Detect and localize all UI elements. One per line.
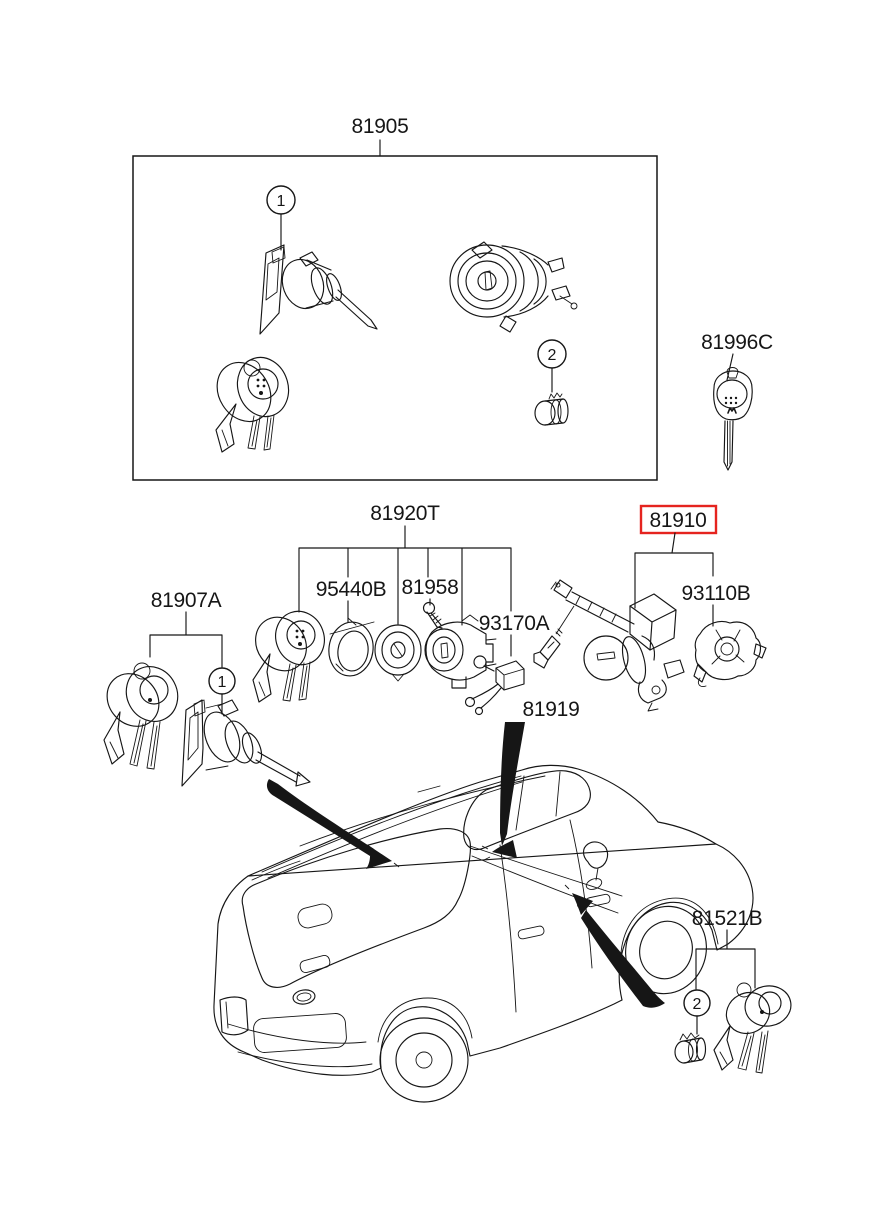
- coil-ring-drawing: [375, 625, 421, 681]
- callout-1-number: 1: [217, 674, 227, 691]
- callout-1-badge[interactable]: [267, 186, 295, 250]
- part-label-81521B[interactable]: 81521B: [691, 907, 763, 930]
- callout-1-number: 1: [276, 193, 286, 210]
- callout-2-number: 2: [692, 996, 702, 1013]
- callout-2-number: 2: [547, 347, 557, 364]
- vehicle-drawing: [214, 765, 753, 1102]
- ignition-cylinder-drawing: [450, 242, 577, 332]
- part-label-81958[interactable]: 81958: [401, 576, 459, 599]
- door-key-set-drawing: [96, 658, 187, 769]
- lock-set-key-drawing: [245, 604, 332, 702]
- kit-small-cylinder-drawing: [535, 393, 568, 425]
- callout-1-badge-door[interactable]: [209, 668, 235, 694]
- wiring-harness-drawing: [466, 656, 525, 715]
- part-label-93110B[interactable]: 93110B: [681, 582, 751, 605]
- door-lock-group-81907A: [96, 589, 310, 786]
- location-arrows: [267, 722, 665, 1008]
- kit-group-81905: [133, 115, 657, 480]
- tailgate-lock-group-81521B: [675, 907, 794, 1073]
- door-lock-cylinder-drawing: [260, 245, 377, 334]
- screw-drawing: [424, 603, 443, 629]
- key-blank-drawing: [714, 368, 753, 471]
- part-label-81905[interactable]: 81905: [351, 115, 409, 138]
- pointer-arrow-door: [581, 910, 665, 1008]
- kit-key-set-drawing: [206, 351, 296, 452]
- kit-box-frame: [133, 156, 657, 480]
- part-label-81920T[interactable]: 81920T: [370, 502, 440, 525]
- callout-2-badge[interactable]: [538, 340, 566, 392]
- lock-set-group-81920T: [245, 502, 579, 721]
- door-lock-cylinder-drawing-2: [182, 700, 310, 786]
- callout-2-badge-tailgate[interactable]: [684, 990, 710, 1016]
- part-label-93170A[interactable]: 93170A: [478, 612, 550, 635]
- tailgate-key-set-drawing: [714, 982, 794, 1073]
- ignition-lock-group-81910: [551, 506, 766, 711]
- key-blank-group-81996C: [701, 331, 773, 470]
- tailgate-cylinder-drawing: [675, 1033, 706, 1063]
- steering-lock-assembly-drawing: [551, 580, 684, 711]
- pointer-arrow-ignition: [500, 722, 525, 846]
- part-label-81996C[interactable]: 81996C: [701, 331, 773, 354]
- part-label-81910[interactable]: 81910: [649, 509, 707, 532]
- part-label-81919[interactable]: 81919: [522, 698, 580, 721]
- antenna-coil-drawing: [325, 618, 376, 679]
- clock-spring-drawing: [694, 621, 766, 686]
- part-label-81907A[interactable]: 81907A: [150, 589, 222, 612]
- part-label-95440B[interactable]: 95440B: [315, 578, 387, 601]
